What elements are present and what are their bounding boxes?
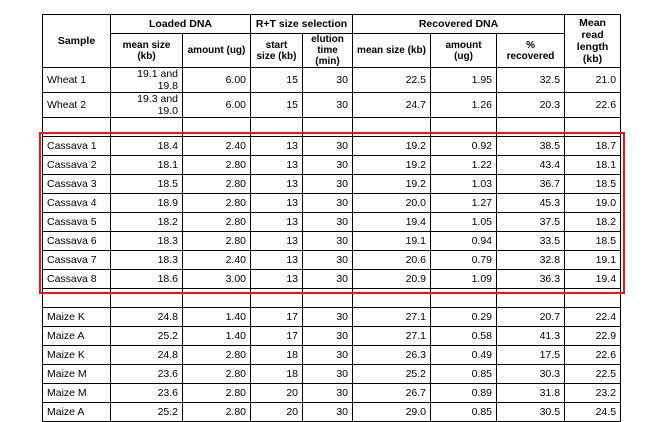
- cell-recovered-amount[interactable]: 0.94: [431, 232, 497, 251]
- cell-percent-recovered[interactable]: 45.3: [497, 194, 565, 213]
- cell-start-size[interactable]: [251, 118, 303, 137]
- cell-loaded-mean-size[interactable]: 18.1: [111, 156, 183, 175]
- cell-start-size[interactable]: 13: [251, 232, 303, 251]
- table-row: [43, 194, 621, 213]
- cell-loaded-mean-size[interactable]: [111, 289, 183, 308]
- cell-loaded-mean-size[interactable]: 19.1 and 19.8: [111, 68, 183, 93]
- table-row: [43, 213, 621, 232]
- table-spacer-row: [43, 118, 621, 137]
- col-group-recovered-dna: Recovered DNA: [353, 15, 565, 34]
- cell-percent-recovered[interactable]: [497, 118, 565, 137]
- col-header-recovered-mean-size: mean size (kb): [353, 34, 431, 68]
- table-row: [43, 68, 621, 93]
- cell-recovered-mean-size[interactable]: 25.2: [353, 365, 431, 384]
- cell-recovered-amount[interactable]: 0.92: [431, 137, 497, 156]
- cell-elution-time[interactable]: 30: [303, 68, 353, 93]
- col-header-loaded-mean-size: mean size (kb): [111, 34, 183, 68]
- cell-recovered-mean-size[interactable]: 24.7: [353, 93, 431, 118]
- cell-loaded-amount[interactable]: 6.00: [183, 68, 251, 93]
- table-row: [43, 93, 621, 118]
- table-row: [43, 156, 621, 175]
- cell-recovered-mean-size[interactable]: 19.2: [353, 156, 431, 175]
- cell-percent-recovered[interactable]: 33.5: [497, 232, 565, 251]
- cell-loaded-mean-size[interactable]: 18.3: [111, 232, 183, 251]
- cell-loaded-amount[interactable]: 1.40: [183, 308, 251, 327]
- cell-loaded-mean-size[interactable]: [111, 118, 183, 137]
- cell-mean-read-length[interactable]: 22.4: [565, 308, 621, 327]
- cell-mean-read-length[interactable]: 18.5: [565, 232, 621, 251]
- cell-loaded-mean-size[interactable]: 23.6: [111, 384, 183, 403]
- cell-percent-recovered[interactable]: 17.5: [497, 346, 565, 365]
- header-row-group: [43, 15, 621, 34]
- cell-loaded-mean-size[interactable]: 25.2: [111, 403, 183, 422]
- cell-loaded-mean-size[interactable]: 18.5: [111, 175, 183, 194]
- cell-recovered-mean-size[interactable]: 26.7: [353, 384, 431, 403]
- cell-elution-time[interactable]: [303, 118, 353, 137]
- cell-recovered-mean-size[interactable]: 27.1: [353, 327, 431, 346]
- cell-mean-read-length[interactable]: 18.7: [565, 137, 621, 156]
- cell-percent-recovered[interactable]: 20.3: [497, 93, 565, 118]
- cell-elution-time[interactable]: 30: [303, 156, 353, 175]
- header-row-sub: [43, 34, 621, 68]
- cell-sample[interactable]: Cassava 5: [43, 213, 111, 232]
- cell-elution-time[interactable]: 30: [303, 384, 353, 403]
- cell-elution-time[interactable]: 30: [303, 270, 353, 289]
- cell-loaded-mean-size[interactable]: 18.3: [111, 251, 183, 270]
- cell-elution-time[interactable]: 30: [303, 93, 353, 118]
- table-spacer-row: [43, 289, 621, 308]
- cell-elution-time[interactable]: 30: [303, 232, 353, 251]
- cell-loaded-amount[interactable]: [183, 118, 251, 137]
- col-header-mean-read-length: Mean read length (kb): [565, 15, 621, 68]
- cell-start-size[interactable]: 20: [251, 384, 303, 403]
- cell-start-size[interactable]: 17: [251, 308, 303, 327]
- cell-loaded-amount[interactable]: 6.00: [183, 93, 251, 118]
- cell-start-size[interactable]: 15: [251, 93, 303, 118]
- cell-recovered-amount[interactable]: 0.79: [431, 251, 497, 270]
- cell-sample[interactable]: Cassava 8: [43, 270, 111, 289]
- cell-mean-read-length[interactable]: 21.0: [565, 68, 621, 93]
- cell-elution-time[interactable]: 30: [303, 403, 353, 422]
- cell-recovered-mean-size[interactable]: 20.9: [353, 270, 431, 289]
- spreadsheet-table-container: [42, 14, 617, 422]
- cell-percent-recovered[interactable]: 38.5: [497, 137, 565, 156]
- cell-sample[interactable]: Cassava 6: [43, 232, 111, 251]
- cell-mean-read-length[interactable]: 19.0: [565, 194, 621, 213]
- cell-loaded-mean-size[interactable]: 18.2: [111, 213, 183, 232]
- cell-recovered-amount[interactable]: 1.26: [431, 93, 497, 118]
- cell-mean-read-length[interactable]: 18.5: [565, 175, 621, 194]
- cell-start-size[interactable]: 20: [251, 403, 303, 422]
- cell-loaded-mean-size[interactable]: 24.8: [111, 308, 183, 327]
- cell-mean-read-length[interactable]: 22.9: [565, 327, 621, 346]
- cell-recovered-mean-size[interactable]: 20.6: [353, 251, 431, 270]
- col-header-percent-recovered: % recovered: [497, 34, 565, 68]
- cell-recovered-amount[interactable]: 1.09: [431, 270, 497, 289]
- table-row: [43, 346, 621, 365]
- cell-elution-time[interactable]: 30: [303, 194, 353, 213]
- cell-elution-time[interactable]: 30: [303, 327, 353, 346]
- col-header-sample: Sample: [43, 15, 111, 68]
- cell-recovered-amount[interactable]: 1.95: [431, 68, 497, 93]
- table-row: [43, 270, 621, 289]
- cell-sample[interactable]: Cassava 3: [43, 175, 111, 194]
- cell-recovered-mean-size[interactable]: 19.2: [353, 175, 431, 194]
- cell-sample[interactable]: Maize K: [43, 308, 111, 327]
- cell-start-size[interactable]: 18: [251, 365, 303, 384]
- cell-start-size[interactable]: 18: [251, 346, 303, 365]
- table-head: [43, 15, 621, 68]
- cell-sample[interactable]: [43, 118, 111, 137]
- col-group-rt-size-selection: R+T size selection: [251, 15, 353, 34]
- cell-loaded-mean-size[interactable]: 18.4: [111, 137, 183, 156]
- cell-percent-recovered[interactable]: 32.8: [497, 251, 565, 270]
- cell-sample[interactable]: Maize K: [43, 346, 111, 365]
- cell-recovered-amount[interactable]: 0.85: [431, 365, 497, 384]
- cell-sample[interactable]: [43, 289, 111, 308]
- cell-recovered-amount[interactable]: 0.29: [431, 308, 497, 327]
- cell-loaded-mean-size[interactable]: 24.8: [111, 346, 183, 365]
- cell-elution-time[interactable]: 30: [303, 346, 353, 365]
- cell-loaded-amount[interactable]: 2.80: [183, 213, 251, 232]
- cell-sample[interactable]: Cassava 7: [43, 251, 111, 270]
- cell-sample[interactable]: Maize A: [43, 403, 111, 422]
- cell-percent-recovered[interactable]: 36.3: [497, 270, 565, 289]
- cell-sample[interactable]: Wheat 1: [43, 68, 111, 93]
- cell-loaded-mean-size[interactable]: 19.3 and 19.0: [111, 93, 183, 118]
- cell-start-size[interactable]: 17: [251, 327, 303, 346]
- cell-start-size[interactable]: 13: [251, 213, 303, 232]
- cell-sample[interactable]: Cassava 1: [43, 137, 111, 156]
- cell-recovered-mean-size[interactable]: 20.0: [353, 194, 431, 213]
- cell-loaded-amount[interactable]: 2.40: [183, 251, 251, 270]
- cell-percent-recovered[interactable]: 43.4: [497, 156, 565, 175]
- cell-loaded-mean-size[interactable]: 18.9: [111, 194, 183, 213]
- table-row: [43, 403, 621, 422]
- cell-loaded-mean-size[interactable]: 18.6: [111, 270, 183, 289]
- cell-recovered-mean-size[interactable]: 27.1: [353, 308, 431, 327]
- cell-mean-read-length[interactable]: 18.2: [565, 213, 621, 232]
- col-header-start-size: start size (kb): [251, 34, 303, 68]
- cell-sample[interactable]: Wheat 2: [43, 93, 111, 118]
- col-header-elution-time: elution time (min): [303, 34, 353, 68]
- cell-recovered-amount[interactable]: 0.58: [431, 327, 497, 346]
- cell-mean-read-length[interactable]: 22.6: [565, 346, 621, 365]
- cell-loaded-amount[interactable]: 2.80: [183, 194, 251, 213]
- cell-percent-recovered[interactable]: 20.7: [497, 308, 565, 327]
- table-row: [43, 175, 621, 194]
- table-row: [43, 308, 621, 327]
- cell-start-size[interactable]: 13: [251, 270, 303, 289]
- cell-loaded-amount[interactable]: 2.80: [183, 365, 251, 384]
- cell-recovered-amount[interactable]: 0.85: [431, 403, 497, 422]
- table-row: [43, 384, 621, 403]
- cell-elution-time[interactable]: 30: [303, 175, 353, 194]
- table-row: [43, 137, 621, 156]
- cell-mean-read-length[interactable]: 22.5: [565, 365, 621, 384]
- cell-loaded-amount[interactable]: 2.40: [183, 137, 251, 156]
- cell-percent-recovered[interactable]: 30.3: [497, 365, 565, 384]
- table-body: [43, 68, 621, 422]
- cell-recovered-mean-size[interactable]: 19.1: [353, 232, 431, 251]
- dna-size-selection-table: [42, 14, 621, 422]
- cell-start-size[interactable]: 15: [251, 68, 303, 93]
- cell-mean-read-length[interactable]: 22.6: [565, 93, 621, 118]
- cell-recovered-amount[interactable]: 1.22: [431, 156, 497, 175]
- cell-recovered-mean-size[interactable]: [353, 289, 431, 308]
- cell-recovered-amount[interactable]: 1.27: [431, 194, 497, 213]
- cell-start-size[interactable]: 13: [251, 156, 303, 175]
- cell-loaded-mean-size[interactable]: 23.6: [111, 365, 183, 384]
- cell-sample[interactable]: Maize A: [43, 327, 111, 346]
- cell-recovered-amount[interactable]: 0.89: [431, 384, 497, 403]
- cell-elution-time[interactable]: 30: [303, 137, 353, 156]
- cell-start-size[interactable]: 13: [251, 194, 303, 213]
- cell-recovered-mean-size[interactable]: 19.2: [353, 137, 431, 156]
- cell-loaded-amount[interactable]: 3.00: [183, 270, 251, 289]
- cell-loaded-amount[interactable]: 2.80: [183, 403, 251, 422]
- cell-percent-recovered[interactable]: 32.5: [497, 68, 565, 93]
- cell-elution-time[interactable]: [303, 289, 353, 308]
- table-row: [43, 365, 621, 384]
- cell-recovered-amount[interactable]: 0.49: [431, 346, 497, 365]
- table-row: [43, 232, 621, 251]
- cell-mean-read-length[interactable]: 19.4: [565, 270, 621, 289]
- cell-mean-read-length[interactable]: 18.1: [565, 156, 621, 175]
- cell-loaded-amount[interactable]: [183, 289, 251, 308]
- cell-percent-recovered[interactable]: 37.5: [497, 213, 565, 232]
- cell-loaded-amount[interactable]: 2.80: [183, 384, 251, 403]
- cell-loaded-amount[interactable]: 1.40: [183, 327, 251, 346]
- cell-percent-recovered[interactable]: 30.5: [497, 403, 565, 422]
- cell-sample[interactable]: Cassava 4: [43, 194, 111, 213]
- cell-loaded-mean-size[interactable]: 25.2: [111, 327, 183, 346]
- cell-recovered-amount[interactable]: 1.05: [431, 213, 497, 232]
- cell-sample[interactable]: Maize M: [43, 384, 111, 403]
- table-row: [43, 327, 621, 346]
- cell-percent-recovered[interactable]: 31.8: [497, 384, 565, 403]
- cell-sample[interactable]: Cassava 2: [43, 156, 111, 175]
- cell-loaded-amount[interactable]: 2.80: [183, 346, 251, 365]
- cell-mean-read-length[interactable]: [565, 118, 621, 137]
- cell-recovered-amount[interactable]: [431, 118, 497, 137]
- cell-recovered-mean-size[interactable]: [353, 118, 431, 137]
- cell-percent-recovered[interactable]: [497, 289, 565, 308]
- col-header-loaded-amount: amount (ug): [183, 34, 251, 68]
- cell-recovered-mean-size[interactable]: 26.3: [353, 346, 431, 365]
- cell-elution-time[interactable]: 30: [303, 251, 353, 270]
- cell-sample[interactable]: Maize M: [43, 365, 111, 384]
- cell-recovered-mean-size[interactable]: 22.5: [353, 68, 431, 93]
- cell-recovered-mean-size[interactable]: 29.0: [353, 403, 431, 422]
- cell-mean-read-length[interactable]: 19.1: [565, 251, 621, 270]
- table-row: [43, 251, 621, 270]
- cell-elution-time[interactable]: 30: [303, 213, 353, 232]
- cell-start-size[interactable]: 13: [251, 137, 303, 156]
- cell-mean-read-length[interactable]: [565, 289, 621, 308]
- cell-recovered-mean-size[interactable]: 19.4: [353, 213, 431, 232]
- cell-start-size[interactable]: 13: [251, 175, 303, 194]
- cell-loaded-amount[interactable]: 2.80: [183, 175, 251, 194]
- cell-elution-time[interactable]: 30: [303, 308, 353, 327]
- cell-mean-read-length[interactable]: 23.2: [565, 384, 621, 403]
- cell-percent-recovered[interactable]: 36.7: [497, 175, 565, 194]
- cell-loaded-amount[interactable]: 2.80: [183, 232, 251, 251]
- cell-recovered-amount[interactable]: [431, 289, 497, 308]
- cell-start-size[interactable]: [251, 289, 303, 308]
- cell-mean-read-length[interactable]: 24.5: [565, 403, 621, 422]
- cell-recovered-amount[interactable]: 1.03: [431, 175, 497, 194]
- cell-start-size[interactable]: 13: [251, 251, 303, 270]
- cell-loaded-amount[interactable]: 2.80: [183, 156, 251, 175]
- col-group-loaded-dna: Loaded DNA: [111, 15, 251, 34]
- col-header-recovered-amount: amount (ug): [431, 34, 497, 68]
- cell-percent-recovered[interactable]: 41.3: [497, 327, 565, 346]
- cell-elution-time[interactable]: 30: [303, 365, 353, 384]
